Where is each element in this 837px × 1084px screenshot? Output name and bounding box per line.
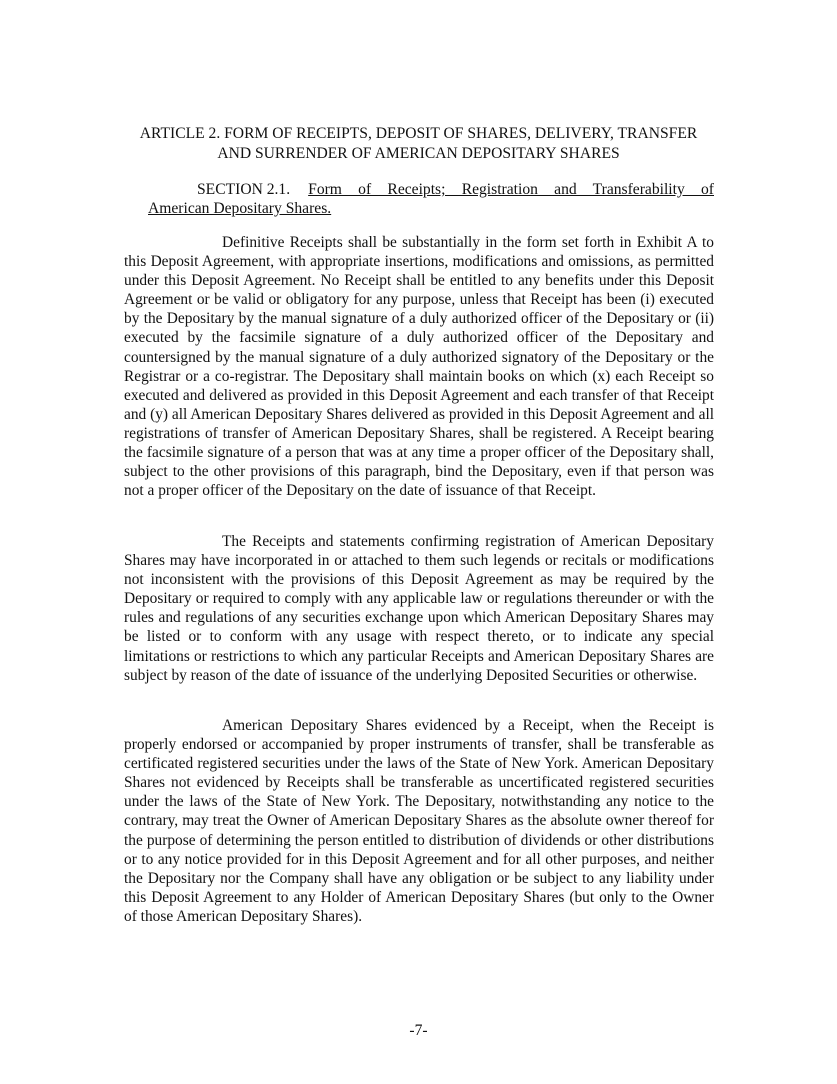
article-heading-line2: AND SURRENDER OF AMERICAN DEPOSITARY SHARES	[217, 145, 620, 162]
article-heading	[100, 124, 737, 164]
section-number: SECTION 2.1.	[197, 181, 291, 198]
section-heading-line1	[124, 180, 714, 199]
article-heading-line1: ARTICLE 2. FORM OF RECEIPTS, DEPOSIT OF SHARES, DELIVERY, TRANSFER	[139, 125, 698, 142]
section-title-part2: American Depositary Shares.	[148, 200, 332, 217]
paragraph-receipts-statements: The Receipts and statements confirming registration of American Depositary Shares may have incorporated in or attached to them such legends or recitals or modifications not inconsistent with the provisions of this Deposit Agreement as may be required by the Depositary or required to comply with any applicable law or regulations thereunder or with the rules and regulations of any securities exchange upon which American Depositary Shares may be listed or to conform with any usage with respect thereto, or to indicate any special limitations or restrictions to which any particular Receipts and American Depositary Shares are subject by reason of the date of issuance of the underlying Deposited Securities or otherwise.	[124, 533, 714, 684]
paragraph-transferability: American Depositary Shares evidenced by a Receipt, when the Receipt is properly endorsed or accompanied by proper instruments of transfer, shall be transferable as certificated registered securities under the laws of the State of New York. American Depositary Shares not evidenced by Receipts shall be transferable as uncertificated registered securities under the laws of the State of New York. The Depositary, notwithstanding any notice to the contrary, may treat the Owner of American Depositary Shares as the absolute owner thereof for the purpose of determining the person entitled to distribution of dividends or other distributions or to any notice provided for in this Deposit Agreement and for all other purposes, and neither the Depositary nor the Company shall have any obligation or be subject to any liability under this Deposit Agreement to any Holder of American Depositary Shares (but only to the Owner of those American Depositary Shares).	[124, 717, 714, 925]
paragraph-definitive-receipts: Definitive Receipts shall be substantially in the form set forth in Exhibit A to this Deposit Agreement, with appropriate insertions, modifications and omissions, as permitted under this Deposit Agreement. No Receipt shall be entitled to any benefits under this Deposit Agreement or be valid or obligatory for any purpose, unless that Receipt has been (i) executed by the Depositary by the manual signature of a duly authorized officer of the Depositary or (ii) executed by the facsimile signature of a duly authorized officer of the Depositary and countersigned by the manual signature of a duly authorized signatory of the Depositary or the Registrar or a co-registrar. The Depositary shall maintain books on which (x) each Receipt so executed and delivered as provided in this Deposit Agreement and each transfer of that Receipt and (y) all American Depositary Shares delivered as provided in this Deposit Agreement and all registrations of transfer of American Depositary Shares, shall be registered. A Receipt bearing the facsimile signature of a person that was at any time a proper officer of the Depositary shall, subject to the other provisions of this paragraph, bind the Depositary, even if that person was not a proper officer of the Depositary on the date of issuance of that Receipt.	[124, 234, 714, 500]
section-heading	[124, 180, 714, 218]
page-number: -7-	[409, 1022, 428, 1039]
section-title-part1: Form of Receipts; Registration and Transferability of	[308, 181, 714, 198]
